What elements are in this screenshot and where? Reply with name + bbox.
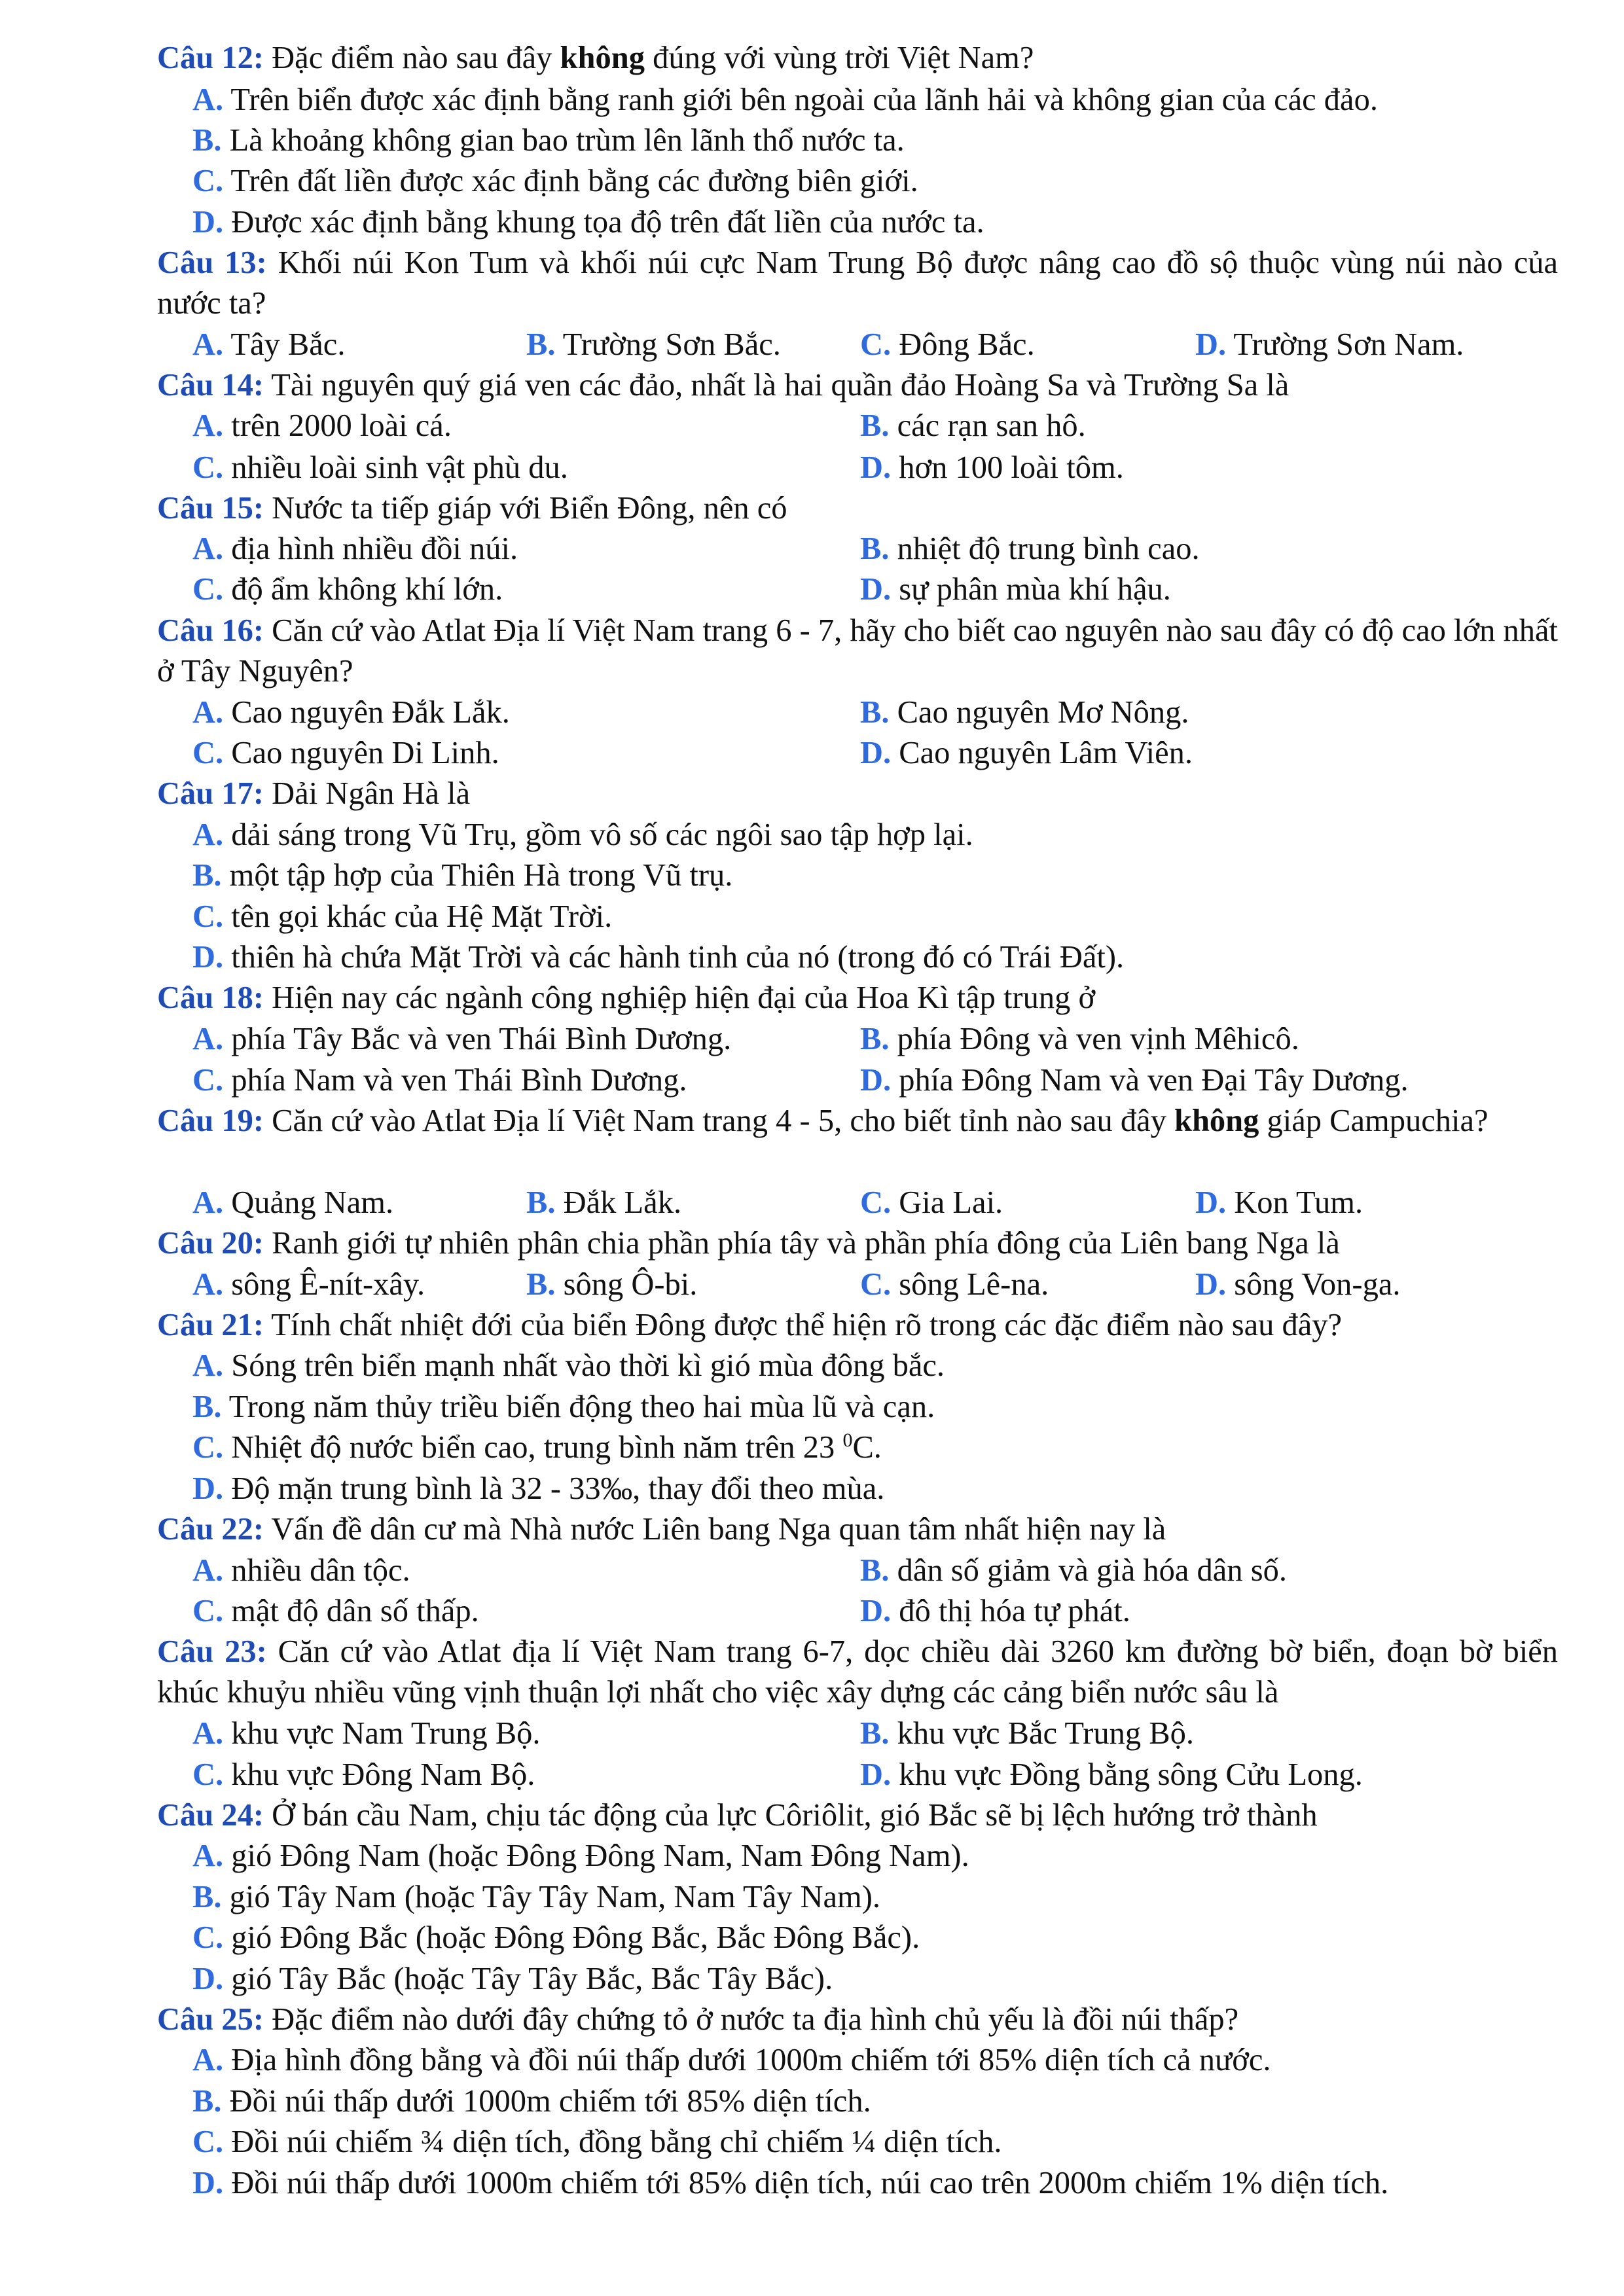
question-stem [157,365,1558,406]
answer-option [860,529,1200,569]
question-text: Căn cứ vào Atlat Địa lí Việt Nam trang 6 - 7, hãy cho biết cao nguyên nào sau đây có độ cao lớn nhất ở Tây Nguyên? [157,613,1558,689]
question-label: Câu 24: [157,1798,264,1833]
option-letter: A. [192,327,224,362]
option-text: trên 2000 loài cá. [223,408,452,443]
option-letter: C. [192,736,224,770]
answer-option [192,161,918,202]
option-letter: D. [192,940,224,975]
option-letter: B. [192,1390,222,1424]
question-text: Đặc điểm nào dưới đây chứng tỏ ở nước ta địa hình chủ yếu là đồi núi thấp? [264,2002,1239,2037]
answer-option [192,855,732,896]
option-text: sông Ô-bi. [555,1267,698,1302]
option-text: hơn 100 loài tôm. [891,450,1124,485]
answer-option [192,80,1378,120]
answer-option [860,1060,1409,1101]
answer-option [526,1183,681,1223]
answer-option [860,325,1035,365]
option-letter: C. [192,572,224,607]
question-text: giáp Campuchia? [1259,1103,1489,1138]
answer-option [192,1427,882,1468]
option-text-unit: C. [852,1430,882,1465]
option-letter: B. [860,1553,890,1588]
option-text: nhiều dân tộc. [223,1553,410,1588]
option-letter: C. [860,1267,892,1302]
option-letter: B. [192,123,222,158]
option-letter: B. [526,1267,556,1302]
option-letter: B. [860,531,890,566]
answer-option [860,1755,1363,1795]
option-text: nhiều loài sinh vật phù du. [223,450,568,485]
option-letter: A. [192,1348,224,1383]
option-letter: C. [192,1430,224,1465]
answer-option [192,897,612,937]
answer-option [192,325,345,365]
question-text: Căn cứ vào Atlat địa lí Việt Nam trang 6-7, dọc chiều dài 3260 km đường bờ biển, đoạn bờ biển khúc khuỷu nhiều vũng vịnh thuận lợi nhất cho việc xây dựng các cảng biển nước sâu là [157,1634,1558,1710]
question-text: Ở bán cầu Nam, chịu tác động của lực Côriôlit, gió Bắc sẽ bị lệch hướng trở thành [264,1798,1318,1833]
option-text: Cao nguyên Mơ Nông. [889,695,1189,730]
option-letter: D. [860,450,892,485]
question-label: Câu 14: [157,368,264,403]
question-stem [157,611,1558,692]
answer-option [192,406,452,446]
option-text: sông Ê-nít-xây. [223,1267,425,1302]
option-letter: B. [860,695,890,730]
option-letter: C. [192,1920,224,1955]
option-letter: D. [860,1063,892,1098]
question-label: Câu 19: [157,1103,264,1138]
answer-option [192,120,905,161]
answer-option [192,1265,425,1305]
answer-option [192,937,1124,978]
answer-option [192,1713,541,1754]
option-text: Trên biển được xác định bằng ranh giới bên ngoài của lãnh hải và không gian của các đảo. [223,82,1378,117]
option-letter: C. [192,450,224,485]
question-stem [157,488,1558,529]
option-letter: C. [192,164,224,198]
question-label: Câu 23: [157,1634,267,1669]
answer-option [192,692,510,733]
answer-option [192,1959,833,2000]
option-letter: C. [192,1757,224,1792]
answer-option [192,1551,410,1591]
option-text: độ ẩm không khí lớn. [223,572,503,607]
question-label: Câu 20: [157,1226,264,1261]
option-letter: B. [860,408,890,443]
question-stem [157,978,1558,1018]
option-letter: A. [192,817,224,852]
option-letter: C. [192,899,224,934]
question-text: Nước ta tiếp giáp với Biển Đông, nên có [264,491,787,526]
option-letter: B. [860,1716,890,1751]
answer-option [1195,1183,1363,1223]
option-text: mật độ dân số thấp. [223,1594,479,1628]
question-stem [157,1223,1558,1264]
option-text: khu vực Nam Trung Bộ. [223,1716,541,1751]
option-text: phía Tây Bắc và ven Thái Bình Dương. [223,1022,732,1056]
option-text: phía Nam và ven Thái Bình Dương. [223,1063,687,1098]
option-letter: B. [526,327,556,362]
question-stem [157,1509,1558,1550]
option-text: Sóng trên biển mạnh nhất vào thời kì gió mùa đông bắc. [223,1348,945,1383]
answer-option [860,1713,1194,1754]
option-letter: A. [192,2043,224,2077]
answer-option [192,529,518,569]
answer-option [860,1265,1049,1305]
option-text: đô thị hóa tự phát. [891,1594,1130,1628]
answer-option [192,569,503,610]
option-text: Nhiệt độ nước biển cao, trung bình năm trên 23 [223,1430,843,1465]
option-text: Đồi núi chiếm ¾ diện tích, đồng bằng chỉ chiếm ¼ diện tích. [223,2125,1002,2159]
option-letter: C. [192,1594,224,1628]
option-text: thiên hà chứa Mặt Trời và các hành tinh của nó (trong đó có Trái Đất). [223,940,1125,975]
option-letter: D. [860,1594,892,1628]
answer-option [860,569,1171,610]
answer-option [192,1755,535,1795]
question-stem [157,243,1558,324]
option-letter: C. [192,2125,224,2159]
question-label: Câu 17: [157,776,264,811]
option-letter: A. [192,1267,224,1302]
option-letter: D. [1195,327,1227,362]
question-label: Câu 15: [157,491,264,526]
answer-option [860,733,1193,774]
answer-option [192,1387,935,1427]
option-text: sông Von-ga. [1226,1267,1401,1302]
answer-option [860,406,1086,446]
option-letter: D. [1195,1267,1227,1302]
option-letter: A. [192,695,224,730]
option-letter: D. [1195,1185,1227,1220]
answer-option [192,1019,731,1060]
option-letter: A. [192,1716,224,1751]
option-text: dân số giảm và già hóa dân số. [889,1553,1287,1588]
answer-option [192,1183,393,1223]
question-label: Câu 22: [157,1512,264,1547]
option-letter: A. [192,408,224,443]
option-text: Đắk Lắk. [555,1185,682,1220]
option-text: Trong năm thủy triều biến động theo hai mùa lũ và cạn. [221,1390,935,1424]
option-text: sông Lê-na. [891,1267,1049,1302]
answer-option [860,1019,1299,1060]
question-text: Ranh giới tự nhiên phân chia phần phía tây và phần phía đông của Liên bang Nga là [264,1226,1340,1261]
option-text: Đồi núi thấp dưới 1000m chiếm tới 85% diện tích, núi cao trên 2000m chiếm 1% diện tích. [223,2166,1389,2200]
option-text: dải sáng trong Vũ Trụ, gồm vô số các ngôi sao tập hợp lại. [223,817,973,852]
option-letter: D. [192,1962,224,1996]
answer-option [860,1551,1287,1591]
option-text: Đông Bắc. [891,327,1035,362]
option-text: phía Đông Nam và ven Đại Tây Dương. [891,1063,1409,1098]
question-label: Câu 12: [157,41,264,75]
option-letter: A. [192,82,224,117]
question-label: Câu 13: [157,245,267,280]
question-text: Vấn đề dân cư mà Nhà nước Liên bang Nga quan tâm nhất hiện nay là [264,1512,1166,1547]
option-letter: A. [192,1185,224,1220]
option-text: tên gọi khác của Hệ Mặt Trời. [223,899,613,934]
option-text: Trường Sơn Nam. [1226,327,1464,362]
answer-option [192,2040,1271,2081]
option-letter: B. [526,1185,556,1220]
answer-option [860,692,1189,733]
option-text: Trường Sơn Bắc. [555,327,781,362]
answer-option [526,1265,697,1305]
option-letter: B. [192,858,222,893]
answer-option [526,325,781,365]
answer-option [192,1918,920,1958]
option-letter: D. [860,736,892,770]
answer-option [1195,1265,1400,1305]
option-text: khu vực Đông Nam Bộ. [223,1757,535,1792]
superscript-degree: 0 [842,1429,853,1451]
option-letter: C. [860,1185,892,1220]
answer-option [192,815,973,855]
option-text: Gia Lai. [891,1185,1003,1220]
option-text: các rạn san hô. [889,408,1086,443]
option-text: Cao nguyên Di Linh. [223,736,499,770]
answer-option [860,1591,1130,1632]
option-text: Kon Tum. [1226,1185,1363,1220]
question-text: Căn cứ vào Atlat Địa lí Việt Nam trang 4 - 5, cho biết tỉnh nào sau đây [264,1103,1174,1138]
option-text: một tập hợp của Thiên Hà trong Vũ trụ. [221,858,733,893]
option-letter: B. [192,1880,222,1914]
option-text: địa hình nhiều đồi núi. [223,531,518,566]
option-text: khu vực Đồng bằng sông Cửu Long. [891,1757,1363,1792]
option-letter: A. [192,1553,224,1588]
question-text: Đặc điểm nào sau đây [264,41,560,75]
option-text: Tây Bắc. [223,327,346,362]
option-letter: D. [860,572,892,607]
answer-option [1195,325,1464,365]
answer-option [192,1469,884,1509]
option-text: gió Đông Bắc (hoặc Đông Đông Bắc, Bắc Đông Bắc). [223,1920,920,1955]
option-text: Là khoảng không gian bao trùm lên lãnh thổ nước ta. [221,123,905,158]
option-text: khu vực Bắc Trung Bộ. [889,1716,1194,1751]
option-letter: A. [192,531,224,566]
option-text: phía Đông và ven vịnh Mêhicô. [889,1022,1299,1056]
question-emphasis: không [1174,1103,1259,1138]
option-letter: A. [192,1022,224,1056]
question-text: Hiện nay các ngành công nghiệp hiện đại của Hoa Kì tập trung ở [264,980,1096,1015]
answer-option [192,2122,1002,2162]
question-label: Câu 25: [157,2002,264,2037]
option-text: Được xác định bằng khung tọa độ trên đất liền của nước ta. [223,205,984,240]
question-stem [157,1305,1558,1346]
answer-option [860,1183,1003,1223]
option-letter: B. [192,2084,222,2119]
answer-option [192,733,499,774]
option-text: sự phân mùa khí hậu. [891,572,1171,607]
question-stem [157,1795,1558,1836]
option-text: Quảng Nam. [223,1185,394,1220]
question-stem [157,1632,1558,1713]
option-letter: D. [860,1757,892,1792]
option-text: Độ mặn trung bình là 32 - 33‰, thay đổi theo mùa. [223,1471,885,1506]
question-text: đúng với vùng trời Việt Nam? [644,41,1034,75]
question-label: Câu 16: [157,613,264,648]
option-text: gió Đông Nam (hoặc Đông Đông Nam, Nam Đông Nam). [223,1839,969,1873]
option-text: Cao nguyên Lâm Viên. [891,736,1193,770]
answer-option [860,448,1124,488]
question-label: Câu 18: [157,980,264,1015]
question-label: Câu 21: [157,1308,264,1342]
option-text: gió Tây Nam (hoặc Tây Tây Nam, Nam Tây Nam). [221,1880,881,1914]
question-emphasis: không [560,41,645,75]
option-text: gió Tây Bắc (hoặc Tây Tây Bắc, Bắc Tây Bắc). [223,1962,833,1996]
question-stem [157,2000,1558,2040]
option-letter: B. [860,1022,890,1056]
option-text: Trên đất liền được xác định bằng các đường biên giới. [223,164,918,198]
option-text: Địa hình đồng bằng và đồi núi thấp dưới 1000m chiếm tới 85% diện tích cả nước. [223,2043,1271,2077]
answer-option [192,1591,479,1632]
question-text: Dải Ngân Hà là [264,776,471,811]
question-stem [157,774,1558,814]
question-text: Khối núi Kon Tum và khối núi cực Nam Trung Bộ được nâng cao đồ sộ thuộc vùng núi nào của nước ta? [157,245,1558,321]
option-letter: A. [192,1839,224,1873]
answer-option [192,1346,945,1386]
question-stem [157,1101,1558,1141]
question-text: Tính chất nhiệt đới của biển Đông được thể hiện rõ trong các đặc điểm nào sau đây? [264,1308,1343,1342]
answer-option [192,1836,969,1876]
question-stem [157,38,1558,79]
option-text: Đồi núi thấp dưới 1000m chiếm tới 85% diện tích. [221,2084,871,2119]
answer-option [192,1877,880,1918]
answer-option [192,202,984,243]
answer-option [192,448,568,488]
option-letter: D. [192,205,224,240]
question-text: Tài nguyên quý giá ven các đảo, nhất là hai quần đảo Hoàng Sa và Trường Sa là [264,368,1290,403]
option-text: Cao nguyên Đắk Lắk. [223,695,510,730]
option-letter: C. [192,1063,224,1098]
option-letter: D. [192,1471,224,1506]
option-letter: C. [860,327,892,362]
option-text: nhiệt độ trung bình cao. [889,531,1200,566]
answer-option [192,2163,1388,2204]
option-letter: D. [192,2166,224,2200]
answer-option [192,2081,871,2122]
answer-option [192,1060,687,1101]
